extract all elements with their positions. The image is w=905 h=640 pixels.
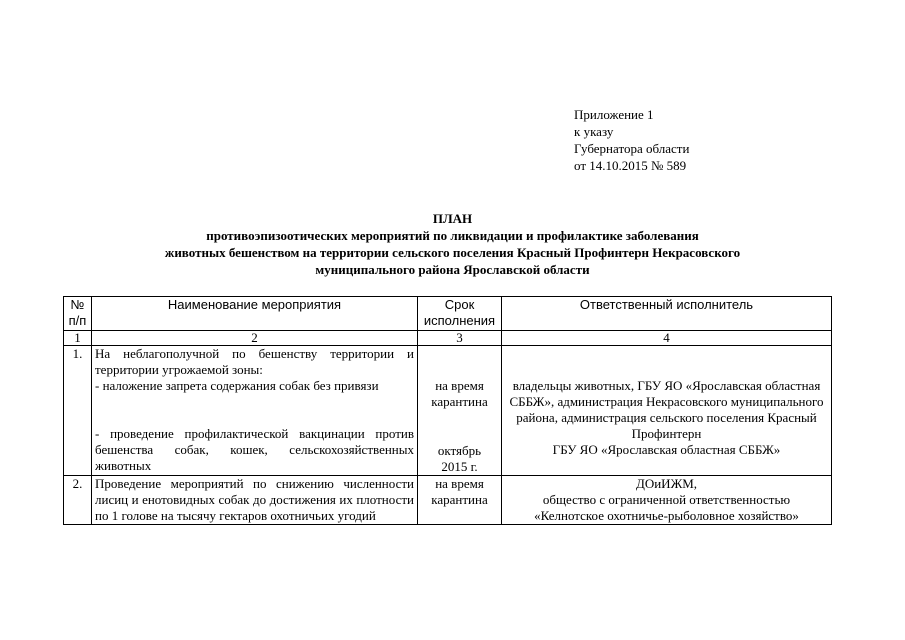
col-number: 3 xyxy=(418,331,502,346)
responsible-value: владельцы животных, ГБУ ЯО «Ярославская областная СББЖ», администрация Некрасовского муниципального района, администрация сельского поселения Красный Профинтерн xyxy=(509,378,824,441)
title-line: животных бешенством на территории сельского поселения Красный Профинтерн Некрасовского xyxy=(164,245,741,260)
col-number: 4 xyxy=(502,331,832,346)
header-responsible: Ответственный исполнитель xyxy=(502,297,832,331)
col-number: 2 xyxy=(92,331,418,346)
title-line: муниципального района Ярославской области xyxy=(315,262,590,277)
plan-table xyxy=(63,296,832,525)
title-heading: ПЛАН xyxy=(432,211,473,226)
term-cell xyxy=(418,346,502,476)
appendix-line: к указу xyxy=(574,124,614,139)
term-value: октябрь 2015 г. xyxy=(437,443,482,474)
responsible-cell xyxy=(502,476,832,525)
col-number: 1 xyxy=(64,331,92,346)
appendix-block xyxy=(574,106,689,174)
header-num: № п/п xyxy=(64,297,92,331)
responsible-value: ГБУ ЯО «Ярославская областная СББЖ» xyxy=(552,442,781,457)
appendix-line: Губернатора области xyxy=(574,141,690,156)
term-value: на время карантина xyxy=(431,378,488,409)
table-row xyxy=(64,346,832,476)
responsible-value: «Келнотское охотничье-рыболовное хозяйство» xyxy=(534,508,799,523)
row-number: 1. xyxy=(64,346,92,476)
title-line: противоэпизоотических мероприятий по ликвидации и профилактике заболевания xyxy=(206,228,699,243)
table-row xyxy=(64,476,832,525)
document-title xyxy=(60,210,845,278)
term-cell: на время карантина xyxy=(418,476,502,525)
table-header-row xyxy=(64,297,832,331)
measure-cell: Проведение мероприятий по снижению численности лисиц и енотовидных собак до достижения их плотности по 1 голове на тысячу гектаров охотничьих угодий xyxy=(92,476,418,525)
appendix-line: Приложение 1 xyxy=(574,107,654,122)
measure-item: - наложение запрета содержания собак без привязи xyxy=(95,378,379,393)
measure-intro: На неблагополучной по бешенству территории и территории угрожаемой зоны: xyxy=(95,346,414,377)
appendix-line: от 14.10.2015 № 589 xyxy=(574,158,687,173)
responsible-value: общество с ограниченной ответственностью xyxy=(542,492,791,507)
header-name: Наименование мероприятия xyxy=(92,297,418,331)
column-number-row xyxy=(64,331,832,346)
measure-cell xyxy=(92,346,418,476)
measure-item: - проведение профилактической вакцинации против бешенства собак, кошек, сельскохозяйственных животных xyxy=(95,426,414,473)
responsible-value: ДОиИЖМ, xyxy=(635,476,698,491)
header-term: Срок исполнения xyxy=(418,297,502,331)
row-number: 2. xyxy=(64,476,92,525)
responsible-cell xyxy=(502,346,832,476)
